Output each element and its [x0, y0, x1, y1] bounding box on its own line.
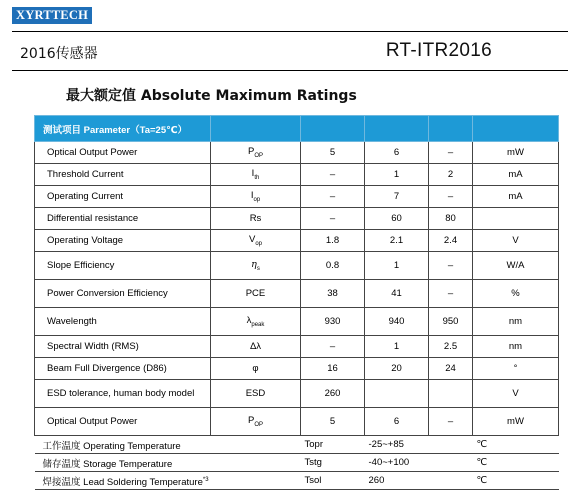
model-number: RT-ITR2016: [385, 40, 492, 61]
value-max: [429, 380, 473, 408]
value-max: –: [429, 408, 473, 436]
value-unit: mA: [473, 164, 559, 186]
table-row: [35, 280, 559, 308]
table-row: [35, 186, 559, 208]
symbol-text: φ: [252, 363, 259, 374]
header-divider: [12, 70, 568, 71]
environment-name-en: Lead Soldering Temperature: [80, 476, 203, 488]
symbol-cell: [211, 408, 301, 436]
environment-range: 260: [365, 472, 473, 490]
value-max: 2: [429, 164, 473, 186]
symbol-subscript: op: [255, 240, 263, 247]
table-row: [35, 336, 559, 358]
value-typ: 60: [365, 208, 429, 230]
table-header-row: [35, 116, 559, 142]
value-unit: mW: [473, 142, 559, 164]
value-min: –: [301, 164, 365, 186]
symbol-cell: [211, 230, 301, 252]
table-header-label: 测试项目 Parameter（Ta=25℃）: [35, 116, 211, 142]
document-category: 2016传感器: [20, 46, 98, 62]
value-max: 24: [429, 358, 473, 380]
value-unit: W/A: [473, 252, 559, 280]
value-typ: 6: [365, 408, 429, 436]
environment-name: [35, 436, 301, 454]
table-row: [35, 308, 559, 336]
symbol-text: λ: [246, 315, 252, 327]
value-min: –: [301, 208, 365, 230]
footnote-marker: *3: [202, 476, 209, 483]
parameter-name: Power Conversion Efficiency: [35, 280, 211, 308]
environment-unit: ℃: [473, 472, 559, 490]
value-unit: mW: [473, 408, 559, 436]
value-typ: 41: [365, 280, 429, 308]
value-min: –: [301, 186, 365, 208]
environment-name: [35, 472, 301, 490]
environment-range: -40~+100: [365, 454, 473, 472]
environment-unit: ℃: [473, 454, 559, 472]
value-typ: 6: [365, 142, 429, 164]
environment-range: -25~+85: [365, 436, 473, 454]
value-max: –: [429, 280, 473, 308]
symbol-cell: [211, 186, 301, 208]
parameter-name: Differential resistance: [35, 208, 211, 230]
value-unit: nm: [473, 336, 559, 358]
symbol-cell: [211, 208, 301, 230]
value-unit: °: [473, 358, 559, 380]
table-row: [35, 230, 559, 252]
value-max: –: [429, 252, 473, 280]
value-unit: nm: [473, 308, 559, 336]
value-min: 930: [301, 308, 365, 336]
value-typ: 1: [365, 252, 429, 280]
value-min: 16: [301, 358, 365, 380]
symbol-subscript: th: [254, 174, 260, 181]
table-header-cell: [429, 116, 473, 142]
value-max: 80: [429, 208, 473, 230]
parameter-name: Threshold Current: [35, 164, 211, 186]
section-title: 最大额定值 Absolute Maximum Ratings: [66, 88, 357, 104]
symbol-subscript: s: [256, 265, 260, 272]
symbol-text: P: [247, 415, 255, 427]
symbol-cell: [211, 358, 301, 380]
parameter-name: Operating Current: [35, 186, 211, 208]
environment-symbol: Tsol: [301, 472, 365, 490]
symbol-cell: [211, 280, 301, 308]
table-row: [35, 380, 559, 408]
parameter-name: ESD tolerance, human body model: [35, 380, 211, 408]
parameter-name: Wavelength: [35, 308, 211, 336]
environment-name-cn: 储存温度: [42, 458, 81, 470]
table-header-cell: [365, 116, 429, 142]
value-unit: [473, 208, 559, 230]
environment-name: [35, 454, 301, 472]
brand-logo: XYRTTECH: [12, 7, 92, 24]
symbol-cell: [211, 252, 301, 280]
symbol-text: V: [248, 234, 256, 246]
value-min: 38: [301, 280, 365, 308]
parameter-name: Beam Full Divergence (D86): [35, 358, 211, 380]
top-divider: [12, 31, 568, 32]
value-min: –: [301, 336, 365, 358]
table-row: [35, 164, 559, 186]
value-max: 2.5: [429, 336, 473, 358]
table-row: [35, 408, 559, 436]
environment-unit: ℃: [473, 436, 559, 454]
symbol-cell: [211, 380, 301, 408]
value-unit: mA: [473, 186, 559, 208]
parameter-name: Optical Output Power: [35, 408, 211, 436]
table-header-cell: [473, 116, 559, 142]
value-min: 5: [301, 408, 365, 436]
symbol-text: I: [250, 190, 254, 202]
value-typ: 7: [365, 186, 429, 208]
table-row: [35, 142, 559, 164]
value-max: –: [429, 186, 473, 208]
symbol-text: I: [251, 168, 255, 180]
value-unit: V: [473, 230, 559, 252]
environment-symbol: Topr: [301, 436, 365, 454]
table-row: [35, 252, 559, 280]
environment-name-cn: 焊接温度: [42, 476, 81, 488]
symbol-subscript: OP: [254, 421, 263, 428]
symbol-cell: [211, 142, 301, 164]
value-typ: 20: [365, 358, 429, 380]
value-typ: 2.1: [365, 230, 429, 252]
value-max: 950: [429, 308, 473, 336]
environment-row: [35, 454, 559, 472]
value-min: 260: [301, 380, 365, 408]
value-min: 1.8: [301, 230, 365, 252]
value-unit: V: [473, 380, 559, 408]
table-header-cell: [211, 116, 301, 142]
table-header-cell: [301, 116, 365, 142]
environment-symbol: Tstg: [301, 454, 365, 472]
ratings-table: [34, 115, 559, 490]
table-row: [35, 208, 559, 230]
table-row: [35, 358, 559, 380]
value-typ: 1: [365, 336, 429, 358]
symbol-text: P: [247, 146, 255, 158]
parameter-name: Slope Efficiency: [35, 252, 211, 280]
symbol-subscript: op: [253, 196, 261, 203]
value-max: 2.4: [429, 230, 473, 252]
value-typ: [365, 380, 429, 408]
symbol-text: Δλ: [249, 341, 262, 352]
environment-name-en: Storage Temperature: [80, 458, 173, 470]
symbol-cell: [211, 336, 301, 358]
value-typ: 940: [365, 308, 429, 336]
symbol-cell: [211, 308, 301, 336]
value-min: 5: [301, 142, 365, 164]
value-min: 0.8: [301, 252, 365, 280]
symbol-text: Rs: [249, 213, 262, 224]
environment-row: [35, 436, 559, 454]
parameter-name: Spectral Width (RMS): [35, 336, 211, 358]
environment-row: [35, 472, 559, 490]
environment-name-en: Operating Temperature: [80, 440, 181, 452]
symbol-cell: [211, 164, 301, 186]
value-typ: 1: [365, 164, 429, 186]
symbol-subscript: OP: [254, 152, 263, 159]
value-max: –: [429, 142, 473, 164]
value-unit: %: [473, 280, 559, 308]
symbol-text: η: [251, 259, 257, 271]
symbol-subscript: peak: [251, 321, 265, 328]
parameter-name: Operating Voltage: [35, 230, 211, 252]
symbol-text: ESD: [245, 388, 266, 399]
symbol-text: PCE: [245, 288, 266, 299]
environment-name-cn: 工作温度: [42, 440, 81, 452]
parameter-name: Optical Output Power: [35, 142, 211, 164]
